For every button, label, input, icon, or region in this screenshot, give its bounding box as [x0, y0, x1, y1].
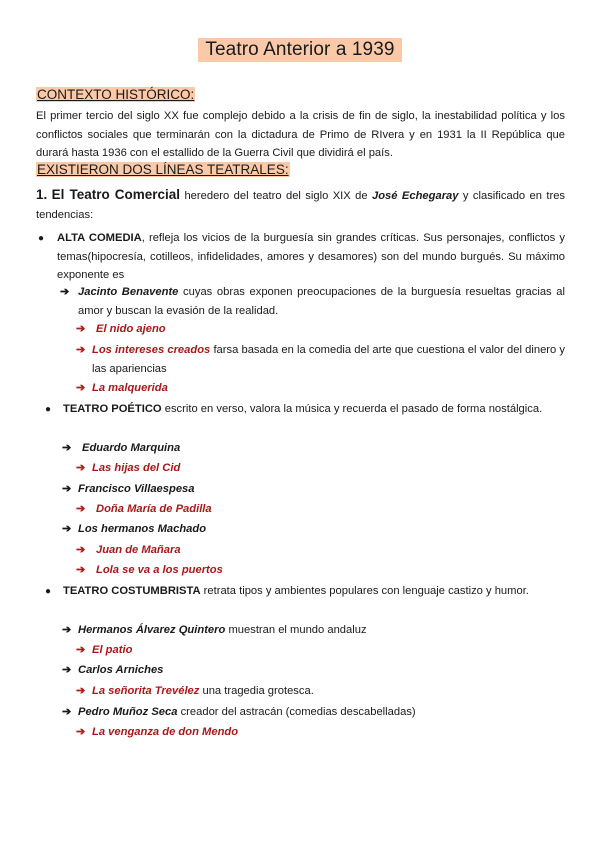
trevelez-text: una tragedia grotesca.: [202, 685, 314, 697]
arrow-icon: ➔: [76, 462, 86, 474]
arrow-icon: ➔: [62, 706, 72, 718]
page-title: Teatro Anterior a 1939: [198, 38, 401, 62]
alta-comedia-label: ALTA COMEDIA: [57, 232, 142, 244]
author-pedro-munoz-seca: Pedro Muñoz Seca: [78, 706, 178, 718]
arrow-icon: ➔: [76, 382, 86, 394]
author-hermanos-machado: Los hermanos Machado: [78, 523, 207, 535]
comercial-text-b: y clasificado en tres tendencias:: [36, 190, 566, 221]
alta-comedia-paragraph: [57, 229, 565, 285]
echegaray-author: José Echegaray: [372, 190, 459, 202]
work-juan-de-manara: Juan de Mañara: [96, 544, 181, 556]
arrow-icon: ➔: [76, 323, 86, 335]
author-carlos-arniches: Carlos Arniches: [78, 664, 164, 676]
arrow-icon: ➔: [76, 644, 86, 656]
comercial-heading: El Teatro Comercial: [51, 187, 181, 202]
work-los-intereses-creados: Los intereses creados: [92, 344, 211, 356]
work-el-nido-ajeno: El nido ajeno: [96, 323, 166, 335]
context-paragraph: El primer tercio del siglo XX fue complejo debido a la crisis de fin de siglo, la inestabilidad política y los conflictos sociales que terminarán con la dictadura de Primo de RIvera y en 1931 la II República que durará hasta 1936 con el estallido de la Guerra Civil que dividirá el país.: [36, 110, 565, 159]
work-la-venganza-de-don-mendo: La venganza de don Mendo: [92, 726, 239, 738]
arrow-icon: ➔: [76, 503, 86, 515]
work-la-senorita-trevelez: La señorita Trevélez: [92, 685, 200, 697]
costumbrista-text: retrata tipos y ambientes populares con lenguaje castizo y humor.: [203, 585, 529, 597]
comercial-paragraph: [36, 186, 565, 224]
work-las-hijas-del-cid: Las hijas del Cid: [92, 462, 181, 474]
arrow-icon: ➔: [62, 483, 72, 495]
poetico-text: escrito en verso, valora la música y recuerda el pasado de forma nostálgica.: [164, 403, 543, 415]
arrow-icon: ➔: [62, 442, 72, 454]
intereses-paragraph: [92, 341, 565, 378]
arrow-icon: ➔: [76, 344, 86, 356]
benavente-text: cuyas obras exponen preocupaciones de la burguesía resueltas gracias al amor y buscan la evasión de la realidad.: [78, 286, 565, 317]
author-francisco-villaespesa: Francisco Villaespesa: [78, 483, 195, 495]
author-eduardo-marquina: Eduardo Marquina: [82, 442, 181, 454]
arrow-icon: ➔: [76, 726, 86, 738]
munoz-seca-text: creador del astracán (comedias descabelladas): [180, 706, 416, 718]
arrow-icon: ➔: [76, 564, 86, 576]
costumbrista-label: TEATRO COSTUMBRISTA: [63, 585, 201, 597]
alta-comedia-text: , refleja los vicios de la burguesía sin grandes críticas. Sus personajes, conflictos y temas(hipocresía, cotilleos, infidelidades, amores y desamores) son del mundo burgués. Su máximo exponente es: [57, 232, 565, 281]
work-la-malquerida: La malquerida: [92, 382, 168, 394]
author-alvarez-quintero: Hermanos Álvarez Quintero: [78, 624, 226, 636]
work-el-patio: El patio: [92, 644, 133, 656]
context-heading: CONTEXTO HISTÓRICO:: [37, 87, 195, 102]
arrow-icon: ➔: [76, 544, 86, 556]
comercial-number: 1.: [36, 187, 48, 202]
benavente-author: Jacinto Benavente: [78, 286, 179, 298]
benavente-paragraph: [78, 283, 565, 320]
bullet-icon: ●: [45, 586, 52, 597]
alvarez-quintero-text: muestran el mundo andaluz: [228, 624, 367, 636]
arrow-icon: ➔: [62, 664, 72, 676]
poetico-label: TEATRO POÉTICO: [63, 403, 162, 415]
poetico-paragraph: [63, 400, 565, 419]
arrow-icon: ➔: [76, 685, 86, 697]
arrow-icon: ➔: [62, 624, 72, 636]
bullet-icon: ●: [45, 404, 52, 415]
bullet-icon: ●: [38, 233, 45, 244]
work-lola-se-va-a-los-puertos: Lola se va a los puertos: [96, 564, 223, 576]
lines-heading: EXISTIERON DOS LÍNEAS TEATRALES:: [37, 162, 289, 177]
costumbrista-paragraph: [63, 582, 565, 601]
intereses-text: farsa basada en la comedia del arte que cuestiona el valor del dinero y las apariencias: [92, 344, 566, 375]
work-dona-maria-de-padilla: Doña María de Padilla: [96, 503, 212, 515]
arrow-icon: ➔: [62, 523, 72, 535]
comercial-text-a: heredero del teatro del siglo XIX de: [184, 190, 368, 202]
arrow-icon: ➔: [60, 286, 70, 298]
